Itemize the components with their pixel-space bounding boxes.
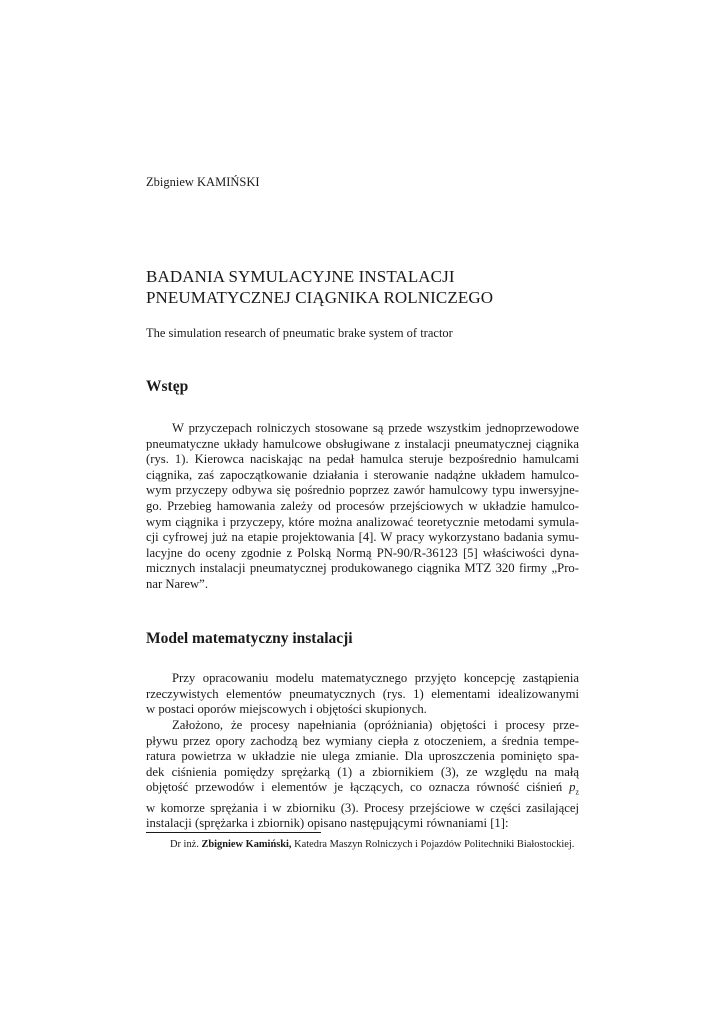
author-name: Zbigniew KAMIŃSKI [146, 175, 260, 189]
text-line: ratura powietrza w układzie nie ulega zmianie. Dla uproszczenia pominięto spa- [146, 749, 579, 764]
model-paragraph-2 [146, 718, 579, 832]
footnote [170, 839, 574, 850]
text-line: w komorze sprężania i w zbiorniku (3). Procesy przejściowe w części zasilającej [146, 800, 579, 815]
paper-title [146, 266, 493, 308]
text-line: cji cyfrowej już na etapie projektowania [4]. W pracy wykorzystano badania symu- [146, 530, 579, 545]
text-line: Założono, że procesy napełniania (opróżniania) objętości i procesy prze- [172, 718, 579, 732]
text-line: objętość przewodów i elementów je łączących, co oznacza równość ciśnień [146, 780, 563, 795]
section-heading-introduction: Wstęp [146, 378, 189, 395]
variable-p: p [569, 780, 576, 795]
text-line: ciągnika, zaś zapoczątkowanie działania i sterowanie nadążne układem hamulco- [146, 467, 579, 482]
model-paragraph-1 [146, 671, 579, 718]
text-line: instalacji (sprężarka i zbiornik) opisano następującymi równaniami [1]: [146, 816, 509, 831]
text-line: wym ciągnika i przyczepy, które można analizować teoretycznie metodami symula- [146, 514, 579, 529]
text-line: w postaci oporów miejscowych i objętości skupionych. [146, 702, 427, 717]
text-line: (rys. 1). Kierowca naciskając na pedał hamulca steruje bezpośrednio hamulcami [146, 452, 579, 467]
text-line: lacyjne do oceny zgodnie z Polską Normą PN-90/R-36123 [5] właściwości dyna- [146, 545, 579, 560]
text-line: W przyczepach rolniczych stosowane są przede wszystkim jednoprzewodowe [172, 421, 579, 435]
introduction-paragraph [146, 421, 579, 593]
text-line: wym przyczepy odbywa się pośrednio poprzez zawór hamulcowy typu inwersyjne- [146, 483, 579, 498]
text-line: dek ciśnienia pomiędzy sprężarką (1) a zbiornikiem (3), ze względu na małą [146, 764, 579, 779]
text-line: nar Narew”. [146, 576, 208, 591]
text-line: Przy opracowaniu modelu matematycznego przyjęto koncepcję zastąpienia [172, 671, 579, 685]
variable-subscript: z [575, 787, 580, 797]
english-subtitle: The simulation research of pneumatic brake system of tractor [146, 326, 453, 340]
text-line: rzeczywistych elementów pneumatycznych (rys. 1) elementami idealizowanymi [146, 686, 579, 701]
text-line: pływu przez opory zachodzą bez wymiany ciepła z otoczeniem, a średnia tempe- [146, 733, 579, 748]
footnote-author-name: Zbigniew Kamiński, [201, 839, 292, 850]
footnote-affiliation: Katedra Maszyn Rolniczych i Pojazdów Politechniki Białostockiej. [291, 839, 575, 850]
title-line-1: BADANIA SYMULACYJNE INSTALACJI [146, 267, 455, 286]
title-line-2: PNEUMATYCZNEJ CIĄGNIKA ROLNICZEGO [146, 288, 494, 307]
text-line: go. Przebieg hamowania zależy od procesów przejściowych w układzie hamulco- [146, 498, 579, 513]
footnote-prefix: Dr inż. [170, 839, 202, 850]
section-heading-model: Model matematyczny instalacji [146, 630, 353, 647]
footnote-divider [146, 832, 321, 833]
text-line: pneumatyczne układy hamulcowe obsługiwane z instalacji pneumatycznej ciągnika [146, 436, 579, 451]
text-line-with-variable [146, 780, 579, 800]
text-line: micznych instalacji pneumatycznej produkowanego ciągnika MTZ 320 firmy „Pro- [146, 561, 579, 576]
